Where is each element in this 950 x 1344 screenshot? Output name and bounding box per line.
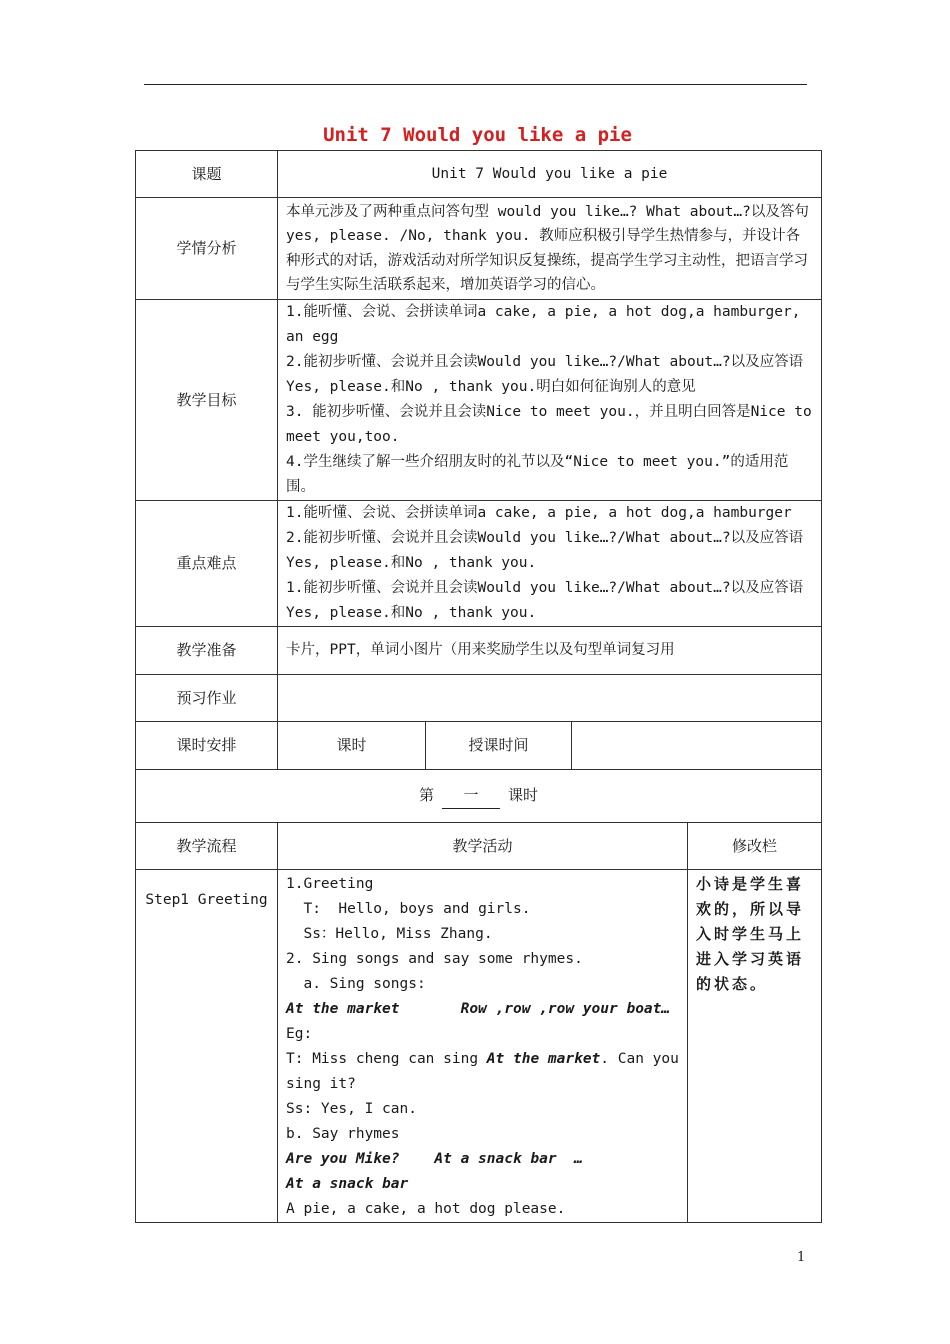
- value-key-points: [278, 501, 822, 627]
- row-topic: [136, 151, 822, 198]
- objective-item: 3. 能初步听懂、会说并且会读Nice to meet you.，并且明白回答是Nice to meet you,too.: [286, 404, 812, 445]
- key-point-item: 1.能初步听懂、会说并且会读Would you like…?/What about…?以及应答语Yes, please.和No , thank you.: [286, 580, 804, 621]
- activity-line-rhymes: Are you Mike? At a snack bar …: [286, 1151, 583, 1167]
- row-analysis: [136, 198, 822, 300]
- key-point-item: 1.能听懂、会说、会拼读单词a cake, a pie, a hot dog,a hamburger: [286, 505, 792, 521]
- activity-line-rhyme-title: At a snack bar: [286, 1176, 409, 1192]
- periods-label: 课时: [278, 722, 426, 770]
- value-topic: Unit 7 Would you like a pie: [278, 151, 822, 198]
- lesson-plan-table: [135, 150, 822, 1223]
- label-analysis: 学情分析: [136, 198, 278, 300]
- value-preparation: 卡片，PPT，单词小图片（用来奖励学生以及句型单词复习用: [278, 627, 822, 675]
- activity-line: A pie, a cake, a hot dog please.: [286, 1201, 566, 1217]
- document-title: Unit 7 Would you like a pie: [323, 124, 632, 146]
- activity-line: T: Hello, boys and girls.: [286, 901, 531, 917]
- row-step1: [136, 870, 822, 1223]
- activity-line: 1.Greeting: [286, 876, 374, 892]
- header-revise: 修改栏: [688, 823, 822, 870]
- value-objectives: [278, 300, 822, 501]
- row-key-points: [136, 501, 822, 627]
- label-schedule: 课时安排: [136, 722, 278, 770]
- label-preparation: 教学准备: [136, 627, 278, 675]
- row-flow-header: [136, 823, 822, 870]
- header-flow: 教学流程: [136, 823, 278, 870]
- lesson-prefix: 第: [418, 786, 434, 804]
- lesson-number-value: 一: [442, 783, 500, 809]
- header-rule: [144, 84, 807, 85]
- activity-line: Ss：Hello, Miss Zhang.: [286, 926, 493, 942]
- lesson-suffix: 课时: [508, 786, 539, 804]
- step1-name: Step1 Greeting: [136, 870, 278, 1223]
- objective-item: 4.学生继续了解一些介绍朋友时的礼节以及“Nice to meet you.”的适用范围。: [286, 454, 789, 495]
- row-preparation: [136, 627, 822, 675]
- objective-item: 2.能初步听懂、会说并且会读Would you like…?/What about…?以及应答语Yes, please.和No , thank you.明白如何征询别人的意见: [286, 354, 804, 395]
- label-topic: 课题: [136, 151, 278, 198]
- step1-activity: [278, 870, 688, 1223]
- activity-line: a. Sing songs:: [286, 976, 426, 992]
- label-preview: 预习作业: [136, 675, 278, 722]
- time-label: 授课时间: [426, 722, 572, 770]
- row-objectives: [136, 300, 822, 501]
- row-schedule: [136, 722, 822, 770]
- key-point-item: 2.能初步听懂、会说并且会读Would you like…?/What about…?以及应答语Yes, please.和No , thank you.: [286, 530, 804, 571]
- page-number: 1: [797, 1250, 806, 1265]
- activity-line: Eg:: [286, 1026, 313, 1042]
- value-analysis: 本单元涉及了两种重点问答句型 would you like…? What about…?以及答句yes, please. /No, thank you. 教师应积极引导学生热情参与，并设计各种形式的对话，游戏活动对所学知识反复操练，提高学生学习主动性，把语言学习与学生实际生活联系起来，增加英语学习的信心。: [278, 198, 822, 300]
- lesson-number: [136, 770, 822, 823]
- objective-item: 1.能听懂、会说、会拼读单词a cake, a pie, a hot dog,a hamburger, an egg: [286, 304, 801, 345]
- activity-line: Ss: Yes, I can.: [286, 1101, 417, 1117]
- time-value: [572, 722, 822, 770]
- label-key-points: 重点难点: [136, 501, 278, 627]
- row-lesson-number: [136, 770, 822, 823]
- step1-revision-note: 小诗是学生喜欢的，所以导入时学生马上进入学习英语的状态。: [688, 870, 822, 1223]
- activity-line-songs: At the market Row ,row ,row your boat…: [286, 1001, 671, 1017]
- activity-line: 2. Sing songs and say some rhymes.: [286, 951, 583, 967]
- row-preview: [136, 675, 822, 722]
- header-activity: 教学活动: [278, 823, 688, 870]
- activity-line: b. Say rhymes: [286, 1126, 400, 1142]
- activity-line: T: Miss cheng can sing At the market. Can you sing it?: [286, 1051, 688, 1092]
- label-objectives: 教学目标: [136, 300, 278, 501]
- value-preview: [278, 675, 822, 722]
